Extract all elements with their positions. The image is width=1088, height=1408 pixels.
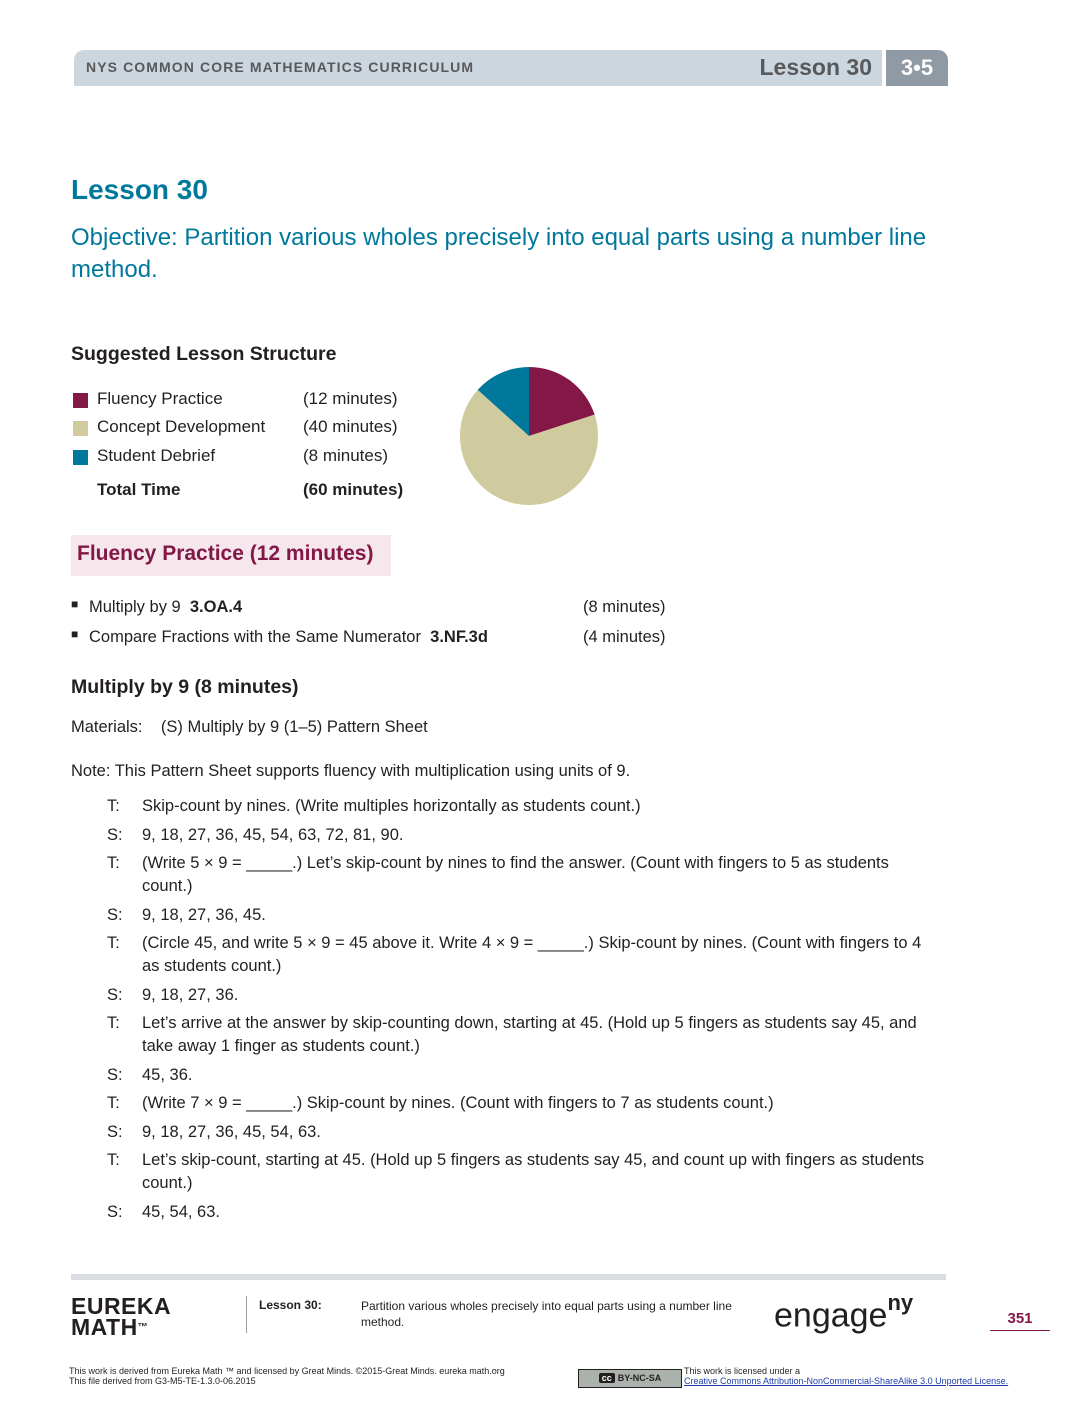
speaker-label: T: (107, 934, 120, 952)
dialogue-text: Skip-count by nines. (Write multiples horizontally as students count.) (142, 797, 641, 815)
creative-commons-badge (578, 1369, 682, 1388)
speaker-label: T: (107, 1151, 120, 1169)
footer-rule (71, 1274, 946, 1280)
legend-label: Student Debrief (97, 446, 216, 465)
logo-line-1: EUREKA (71, 1293, 172, 1319)
dialogue-line (107, 1149, 937, 1195)
license-notice (684, 1366, 1008, 1386)
activity-time: (4 minutes) (583, 628, 666, 646)
activity-name: Multiply by 9 (89, 598, 181, 616)
debrief-swatch (73, 450, 88, 465)
dialogue-text: Let’s skip-count, starting at 45. (Hold up 5 fingers as students say 45, and count up with fingers as students count.) (142, 1151, 925, 1192)
grade-module-badge: 3•5 (886, 50, 948, 86)
speaker-label: S: (107, 985, 123, 1004)
activity-time: (8 minutes) (583, 598, 666, 616)
dialogue-text: (Write 7 × 9 = _____.) Skip-count by nines. (Count with fingers to 7 as students count.) (142, 1094, 774, 1112)
bullet-icon: ■ (71, 597, 79, 611)
dialogue-line (107, 904, 937, 927)
dialogue-text: 45, 54, 63. (142, 1202, 220, 1221)
dialogue-text: 9, 18, 27, 36. (142, 985, 239, 1004)
dialogue-line (107, 1064, 937, 1087)
footer-lesson-label: Lesson 30: (259, 1298, 322, 1312)
dialogue-text: 9, 18, 27, 36, 45, 54, 63. (142, 1122, 321, 1141)
dialogue-text: 9, 18, 27, 36, 45, 54, 63, 72, 81, 90. (142, 825, 404, 844)
fluency-activity-item (71, 598, 691, 622)
total-time-value: (60 minutes) (303, 480, 404, 499)
license-link[interactable]: Creative Commons Attribution-NonCommercial-ShareAlike 3.0 Unported License. (684, 1376, 1009, 1386)
page-number-rule (990, 1330, 1050, 1331)
activity-standard: 3.NF.3d (430, 628, 488, 646)
dialogue-line (107, 1092, 937, 1115)
bullet-icon: ■ (71, 627, 79, 641)
dialogue-text: 45, 36. (142, 1065, 193, 1084)
lesson-structure-heading: Suggested Lesson Structure (71, 343, 337, 365)
note-text: Note: This Pattern Sheet supports fluency with multiplication using units of 9. (71, 762, 631, 780)
dialogue-line (107, 984, 937, 1007)
eureka-math-logo (71, 1293, 172, 1340)
derived-notice (69, 1366, 505, 1386)
dialogue-line (107, 932, 937, 978)
materials-label: Materials: (71, 718, 143, 736)
concept-swatch (73, 421, 88, 436)
footer-lesson-description: Partition various wholes precisely into equal parts using a number line method. (361, 1299, 732, 1329)
fluency-activity-item (71, 628, 691, 652)
curriculum-label: NYS COMMON CORE MATHEMATICS CURRICULUM (86, 59, 475, 75)
lesson-objective: Objective: Partition various wholes precisely into equal parts using a number line method. (71, 224, 927, 283)
derived-line-2: This file derived from G3-M5-TE-1.3.0-06.2015 (69, 1376, 256, 1386)
legend-time: (40 minutes) (303, 417, 398, 436)
speaker-label: T: (107, 797, 120, 815)
speaker-label: T: (107, 854, 120, 872)
dialogue-line (107, 852, 937, 898)
dialogue-line (107, 824, 937, 847)
legend-label: Fluency Practice (97, 389, 223, 408)
speaker-label: S: (107, 825, 123, 844)
speaker-label: S: (107, 905, 123, 924)
dialogue-line (107, 1201, 937, 1224)
dialogue-line (107, 795, 937, 818)
materials-text: (S) Multiply by 9 (1–5) Pattern Sheet (160, 718, 428, 736)
cc-badge-text: BY-NC-SA (617, 1373, 662, 1383)
page-number: 351 (1007, 1310, 1033, 1327)
speaker-label: S: (107, 1065, 123, 1084)
header-lesson-label: Lesson 30 (759, 54, 872, 80)
footer-divider (246, 1296, 247, 1333)
fluency-section-title: Fluency Practice (12 minutes) (77, 542, 374, 565)
derived-line-1: This work is derived from Eureka Math ™ and licensed by Great Minds. ©2015-Great Minds. eureka math.org (69, 1366, 505, 1376)
dialogue-text: Let’s arrive at the answer by skip-counting down, starting at 45. (Hold up 5 fingers as students say 45, and take away 1 finger as students count.) (142, 1014, 917, 1055)
engage-text: engage (774, 1296, 888, 1335)
cc-icon: cc (599, 1373, 615, 1383)
legend-time: (12 minutes) (303, 389, 398, 408)
speaker-label: S: (107, 1122, 123, 1141)
legend-label: Concept Development (97, 417, 266, 436)
speaker-label: T: (107, 1094, 120, 1112)
logo-trademark: ™ (137, 1322, 149, 1333)
lesson-title: Lesson 30 (71, 174, 208, 205)
logo-line-2: MATH (71, 1314, 138, 1340)
dialogue-text: (Write 5 × 9 = _____.) Let’s skip-count by nines to find the answer. (Count with fingers to 5 as students count.) (142, 854, 889, 895)
activity-name: Compare Fractions with the Same Numerator (89, 628, 421, 646)
dialogue-text: (Circle 45, and write 5 × 9 = 45 above it. Write 4 × 9 = _____.) Skip-count by nines. (Count with fingers to 4 as students count.) (142, 934, 922, 975)
dialogue-line (107, 1121, 937, 1144)
legend-time: (8 minutes) (303, 446, 389, 465)
activity-standard: 3.OA.4 (189, 598, 243, 616)
dialogue-text: 9, 18, 27, 36, 45. (142, 905, 266, 924)
speaker-label: T: (107, 1014, 120, 1032)
lesson-structure-pie-chart (456, 363, 602, 509)
total-time-label: Total Time (97, 480, 181, 499)
engage-ny: ny (887, 1290, 914, 1315)
multiply-heading: Multiply by 9 (8 minutes) (71, 676, 299, 698)
dialogue-line (107, 1012, 937, 1058)
license-line-1: This work is licensed under a (684, 1366, 801, 1376)
materials-line (71, 718, 428, 737)
fluency-swatch (73, 393, 88, 408)
engageny-logo (774, 1290, 914, 1335)
teacher-student-dialogue (107, 795, 937, 1229)
speaker-label: S: (107, 1202, 123, 1221)
